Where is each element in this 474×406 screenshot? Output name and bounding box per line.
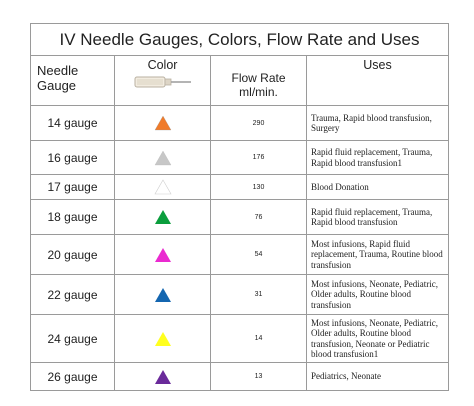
gauge-cell: 26 gauge <box>31 363 115 391</box>
table-row <box>31 235 449 275</box>
uses-cell: Rapid fluid replacement, Trauma, Rapid blood transfusion1 <box>307 141 449 175</box>
color-cell <box>115 235 211 275</box>
flow-cell: 54 <box>211 235 307 275</box>
header-uses: Uses <box>307 56 449 106</box>
uses-cell: Most infusions, Neonate, Pediatric, Older adults, Routine blood transfusion, Neonate or Pediatric blood transfusion1 <box>307 315 449 363</box>
color-cell <box>115 200 211 235</box>
uses-cell: Rapid fluid replacement, Trauma, Rapid blood transfusion <box>307 200 449 235</box>
header-color <box>115 56 211 106</box>
table-title: IV Needle Gauges, Colors, Flow Rate and Uses <box>31 24 449 56</box>
yellow-triangle-icon <box>154 331 172 347</box>
color-cell <box>115 363 211 391</box>
orange-triangle-icon <box>154 115 172 131</box>
gauge-cell: 22 gauge <box>31 275 115 315</box>
uses-cell: Most infusions, Rapid fluid replacement, Trauma, Routine blood transfusion <box>307 235 449 275</box>
color-cell <box>115 141 211 175</box>
white-triangle-icon <box>154 179 172 195</box>
header-color-label: Color <box>147 58 178 72</box>
header-gauge: Needle Gauge <box>31 56 115 106</box>
pink-triangle-icon <box>154 247 172 263</box>
uses-cell: Blood Donation <box>307 175 449 200</box>
table-row <box>31 200 449 235</box>
green-triangle-icon <box>154 209 172 225</box>
gauge-cell: 16 gauge <box>31 141 115 175</box>
gauge-cell: 17 gauge <box>31 175 115 200</box>
table-row <box>31 141 449 175</box>
flow-cell: 14 <box>211 315 307 363</box>
flow-cell: 76 <box>211 200 307 235</box>
table-row <box>31 315 449 363</box>
blue-triangle-icon <box>154 287 172 303</box>
uses-cell: Trauma, Rapid blood transfusion, Surgery <box>307 106 449 141</box>
color-cell <box>115 275 211 315</box>
gauge-cell: 24 gauge <box>31 315 115 363</box>
gray-triangle-icon <box>154 150 172 166</box>
flow-cell: 290 <box>211 106 307 141</box>
table-row <box>31 106 449 141</box>
table-row <box>31 175 449 200</box>
gauge-cell: 20 gauge <box>31 235 115 275</box>
color-cell <box>115 106 211 141</box>
purple-triangle-icon <box>154 369 172 385</box>
flow-cell: 176 <box>211 141 307 175</box>
uses-cell: Pediatrics, Neonate <box>307 363 449 391</box>
table-row <box>31 363 449 391</box>
color-cell <box>115 315 211 363</box>
uses-cell: Most infusions, Neonate, Pediatric, Older adults, Routine blood transfusion <box>307 275 449 315</box>
flow-cell: 130 <box>211 175 307 200</box>
gauge-cell: 18 gauge <box>31 200 115 235</box>
flow-cell: 31 <box>211 275 307 315</box>
gauge-cell: 14 gauge <box>31 106 115 141</box>
table-row <box>31 275 449 315</box>
header-flow-rate: Flow Rate ml/min. <box>211 56 307 106</box>
needle-icon <box>115 73 210 91</box>
color-cell <box>115 175 211 200</box>
gauge-table <box>30 23 449 391</box>
flow-cell: 13 <box>211 363 307 391</box>
